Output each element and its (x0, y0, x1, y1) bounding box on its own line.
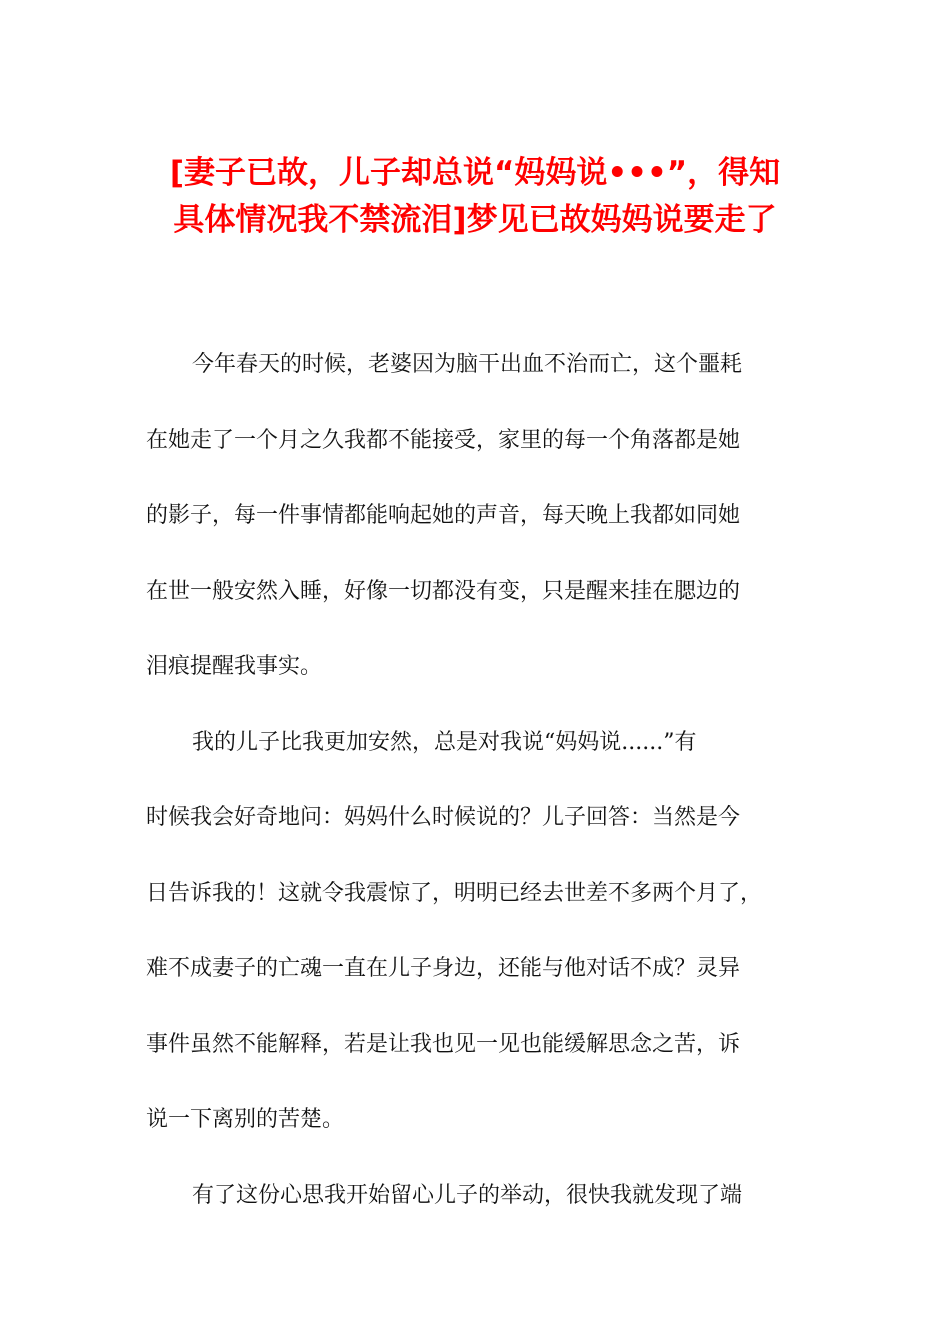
text-line: 日告诉我的！这就令我震惊了，明明已经去世差不多两个月了， (146, 880, 763, 906)
text-line: 今年春天的时候，老婆因为脑干出血不治而亡，这个噩耗 (192, 352, 743, 377)
text-line: 在她走了一个月之久我都不能接受，家里的每一个角落都是她 (146, 427, 741, 453)
paragraph-1 (146, 327, 806, 705)
text-line: 有了这份心思我开始留心儿子的举动，很快我就发现了端 (192, 1182, 743, 1208)
document-title (140, 150, 810, 244)
text-line: 的影子，每一件事情都能响起她的声音，每天晚上我都如同她 (146, 503, 741, 528)
text-line: 在世一般安然入睡，好像一切都没有变，只是醒来挂在腮边的 (146, 578, 741, 604)
text-line: 我的儿子比我更加安然，总是对我说“妈妈说......”有 (192, 729, 697, 755)
title-line: 具体情况我不禁流泪]梦见已故妈妈说要走了 (173, 202, 777, 238)
text-line: 时候我会好奇地问：妈妈什么时候说的？儿子回答：当然是今 (146, 805, 741, 830)
text-line: 说一下离别的苦楚。 (146, 1107, 345, 1132)
text-line: 泪痕提醒我事实。 (146, 654, 323, 679)
title-line: [妻子已故，儿子却总说“妈妈说•••”，得知 (169, 155, 781, 191)
paragraph-2 (146, 705, 806, 1158)
document-body (146, 327, 806, 1233)
text-line: 难不成妻子的亡魂一直在儿子身边，还能与他对话不成？灵异 (146, 956, 741, 981)
text-line: 事件虽然不能解释，若是让我也见一见也能缓解思念之苦，诉 (146, 1031, 741, 1057)
paragraph-3 (146, 1158, 806, 1234)
